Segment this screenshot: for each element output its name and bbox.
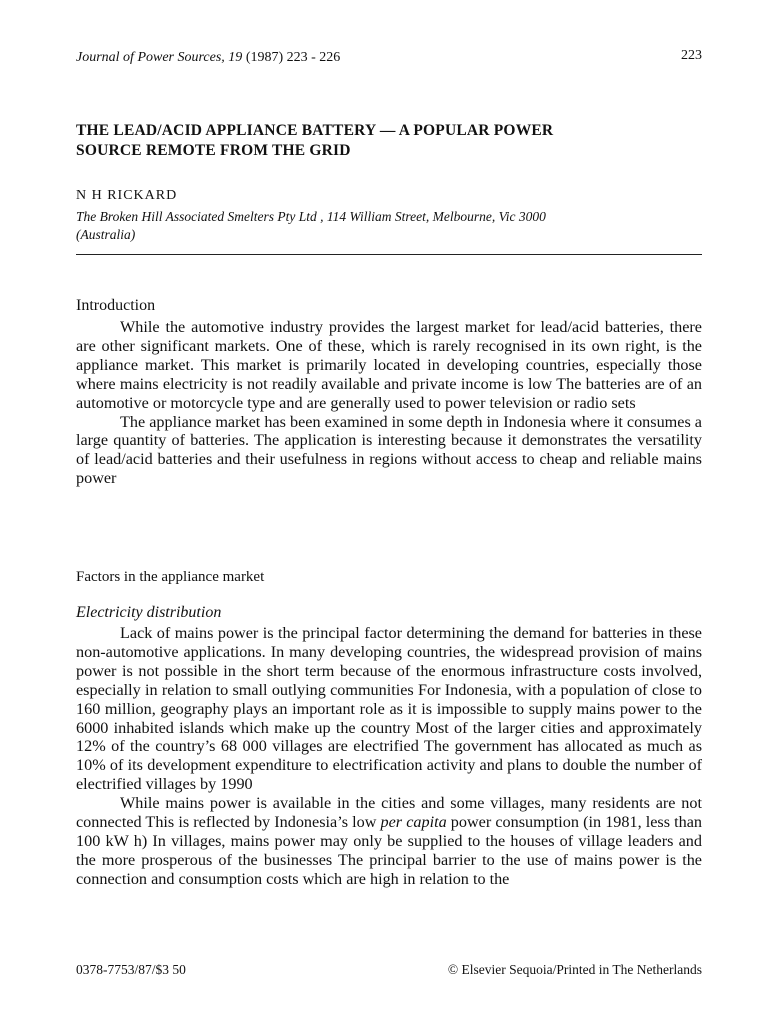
divider-rule	[76, 254, 702, 255]
section-heading-introduction: Introduction	[76, 297, 156, 314]
electricity-paragraph-1: Lack of mains power is the principal factor determining the demand for batteries in these non-automotive applications. In many developing countries, the widespread provision of mains power is not possible in the short term because of the enormous infrastructure costs involved, especially in relation to small outlying communities For Indonesia, with a population of close to 160 million, geography plays an important role as it is impossible to supply mains power to the 6000 inhabited islands which make up the country Most of the larger cities and approximately 12% of the country’s 68 000 villages are electrified The government has allocated as much as 10% of its development expenditure to electrification activity and plans to double the number of electrified villages by 1990	[76, 624, 702, 794]
author-affiliation	[76, 208, 706, 244]
affiliation-line-1: The Broken Hill Associated Smelters Pty Ltd , 114 William Street, Melbourne, Vic 3000	[76, 209, 546, 224]
article-title	[76, 121, 696, 161]
journal-name: Journal of Power Sources, 19	[76, 50, 243, 65]
introduction-body	[76, 318, 702, 488]
elec-p2-text-b: power consumption (in 1981, less than 100 kW h) In villages, mains power may only be supplied to the houses of village leaders and the more prosperous of the businesses The principal barrier to the use of mains power is the connection and consumption costs which are high in relation to the	[76, 813, 703, 888]
journal-citation	[76, 50, 340, 66]
electricity-paragraph-2	[76, 794, 702, 889]
subsection-heading-electricity: Electricity distribution	[76, 604, 222, 621]
affiliation-line-2: (Australia)	[76, 227, 136, 242]
elec-p2-emphasis: per capita	[380, 813, 447, 832]
journal-year-pages: (1987) 223 - 226	[242, 50, 341, 65]
intro-paragraph-1: While the automotive industry provides the largest market for lead/acid batteries, there are other significant markets. One of these, which is rarely recognised in its own right, is the appliance market. This market is primarily located in developing countries, especially those where mains electricity is not readily available and private income is low The batteries are of an automotive or motorcycle type and are generally used to power television or radio sets	[76, 318, 702, 412]
title-line-1: THE LEAD/ACID APPLIANCE BATTERY — A POPULAR POWER	[76, 122, 554, 139]
author-name: N H RICKARD	[76, 188, 178, 203]
title-line-2: SOURCE REMOTE FROM THE GRID	[76, 142, 351, 159]
electricity-body	[76, 624, 702, 889]
intro-paragraph-2: The appliance market has been examined in some depth in Indonesia where it consumes a large quantity of batteries. The application is interesting because it demonstrates the versatility of lead/acid batteries and their usefulness in regions without access to cheap and reliable mains power	[76, 412, 702, 488]
elec-p2-text-a: While mains power is available in the cities and some villages, many residents are not connected This is reflected by Indonesia’s low	[76, 794, 702, 832]
footer-publisher: © Elsevier Sequoia/Printed in The Netherlands	[447, 962, 702, 977]
page-number: 223	[681, 48, 702, 63]
footer-code: 0378-7753/87/$3 50	[76, 962, 186, 977]
section-heading-factors: Factors in the appliance market	[76, 569, 265, 585]
